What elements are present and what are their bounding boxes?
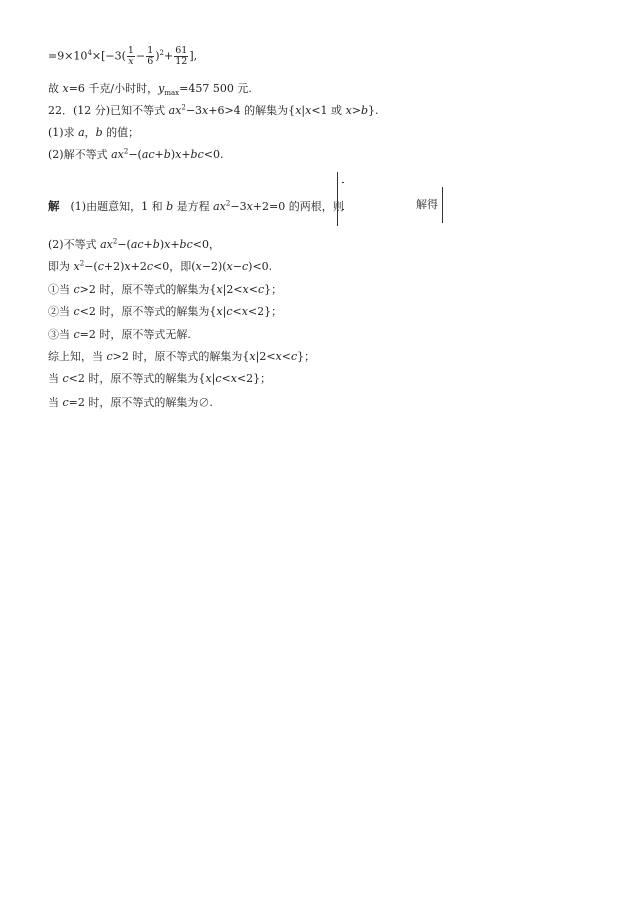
var: x [124,260,131,273]
var: ac [130,238,144,251]
exponent: 2 [79,259,85,268]
text: }； [264,283,283,296]
text: < [248,283,258,296]
var: bc [190,148,204,161]
var: x [62,82,69,95]
var: c [241,260,249,273]
text: =2 时，原不等式的解集为∅. [68,396,213,409]
var: ax [168,104,182,117]
exponent: 2 [123,147,129,156]
fraction-1-over-x [127,46,135,67]
text: =9×10 [48,49,88,63]
text: ①当 [48,283,74,296]
var: bc [179,238,193,251]
var: x [230,372,237,385]
text: ③当 [48,328,74,341]
subscript: max [164,89,180,98]
text: (2)解不等式 [48,148,112,161]
numerator: 61 [175,45,188,56]
text: −2)( [201,260,227,273]
var: b [163,148,171,161]
text-line-2 [48,82,252,96]
text: 当 [48,372,63,385]
text: > [351,104,361,117]
system-brace-1 [337,172,338,226]
var: c [290,350,298,363]
var: x [226,260,233,273]
var: c [97,260,104,273]
text: ], [189,49,198,63]
var: c [215,372,222,385]
var: x [175,148,182,161]
exponent: 2 [159,48,164,57]
var: c [257,283,265,296]
text: 是方程 [173,200,214,213]
exponent: 2 [112,237,118,246]
var: a [78,126,85,139]
var: x [164,238,171,251]
text: 当 [48,396,63,409]
solved-label: 解得 [416,198,438,211]
text: ×[−3( [91,49,126,63]
text: −( [117,238,131,251]
var: x [195,260,202,273]
text: (1)由题意知，1 和 [59,200,167,213]
var: c [73,305,80,318]
text: +6>4 的解集为{ [208,104,296,117]
text: +2=0 的两根，则 [252,200,344,213]
fraction-61-over-12 [174,46,188,67]
text: 故 [48,82,63,95]
var: c [62,396,69,409]
text: 即为 [48,260,74,273]
text: <2}； [247,305,283,318]
text: ) [170,148,176,161]
fraction-1-over-6 [146,46,154,67]
var: ax [111,148,124,161]
text: }； [297,350,316,363]
var: ax [213,200,226,213]
case-3-line [48,328,191,342]
text: |2< [255,350,276,363]
denominator: 12 [175,56,188,67]
text: < [221,372,231,385]
text: < [281,350,291,363]
var: b [152,238,160,251]
text: + [143,238,153,251]
var: x [216,283,223,296]
text: <2 时，原不等式的解集为{ [79,305,217,318]
text: =457 500 元. [179,82,252,95]
solution-part-2-line-1 [48,238,220,252]
summary-line-2 [48,372,271,386]
var: y [158,82,165,95]
text: − [135,49,146,63]
text: + [181,148,191,161]
text: |2< [222,283,243,296]
numerator: 1 [147,45,154,56]
text: >2 时，原不等式的解集为{ [79,283,217,296]
problem-22-part-1 [48,126,139,140]
text: 综上知，当 [48,350,107,363]
var: x [242,283,249,296]
case-2-line [48,305,282,319]
text: ②当 [48,305,74,318]
solution-label: 解 [48,199,60,213]
numerator [342,209,344,210]
text: <0. [203,148,224,161]
var: x [275,350,282,363]
text: −3 [230,200,247,213]
text: (1)求 [48,126,79,139]
var: b [361,104,369,117]
text: −( [84,260,98,273]
text: >2 时，原不等式的解集为{ [112,350,250,363]
text: <0，即( [153,260,196,273]
var: x [295,104,302,117]
exponent: 2 [225,199,231,208]
text: 22．(12 分)已知不等式 [48,104,169,117]
text: <1 或 [311,104,346,117]
summary-line-1 [48,350,315,364]
solution-part-2-line-2 [48,260,272,274]
text: | [301,104,306,117]
text: + [164,49,174,63]
var: x [305,104,312,117]
exponent: 4 [87,48,92,57]
var: c [146,260,153,273]
var: x [205,372,212,385]
equation-line-1 [48,46,197,67]
numerator [342,182,344,183]
text: | [211,372,216,385]
problem-22-part-2 [48,148,223,162]
var: ax [100,238,113,251]
text: <2 时，原不等式的解集为{ [68,372,206,385]
text: ) [155,49,160,63]
text: (2)不等式 [48,238,101,251]
var: c [62,372,69,385]
var: b [166,200,174,213]
numerator: 1 [127,45,134,56]
var: x [202,104,209,117]
problem-22-statement [48,104,379,118]
denominator: 6 [147,56,154,67]
fraction-2-over-a [342,209,344,210]
text: =6 千克/小时时， [68,82,159,95]
var: ac [141,148,155,161]
text: +2 [130,260,147,273]
var: x [345,104,352,117]
solution-part-1-line [48,199,344,214]
text: 的值； [102,126,140,139]
var: x [246,200,253,213]
denominator: x [128,56,134,67]
var: x [216,305,223,318]
text: <2}； [236,372,272,385]
var: x [241,305,248,318]
summary-line-3 [48,396,213,410]
exponent: 2 [181,103,186,112]
text: −( [128,148,142,161]
case-1-line [48,283,282,297]
text: }. [368,104,379,117]
text: =2 时，原不等式无解. [79,328,191,341]
system-brace-2 [442,187,443,223]
text: −3 [185,104,203,117]
text: <0， [192,238,220,251]
text: | [222,305,227,318]
text: + [154,148,164,161]
system-1-row-2 [341,203,345,215]
system-1-row-1 [341,176,345,188]
text: )<0. [248,260,273,273]
text: < [232,305,242,318]
text: + [170,238,180,251]
text: − [232,260,242,273]
var: c [73,328,80,341]
var: c [106,350,113,363]
fraction-3-over-a [342,182,344,183]
var: c [226,305,233,318]
var: b [95,126,103,139]
var: x [249,350,256,363]
text: ) [159,238,165,251]
var: c [73,283,80,296]
text: +2) [103,260,125,273]
var: x [73,260,80,273]
text: ， [84,126,96,139]
